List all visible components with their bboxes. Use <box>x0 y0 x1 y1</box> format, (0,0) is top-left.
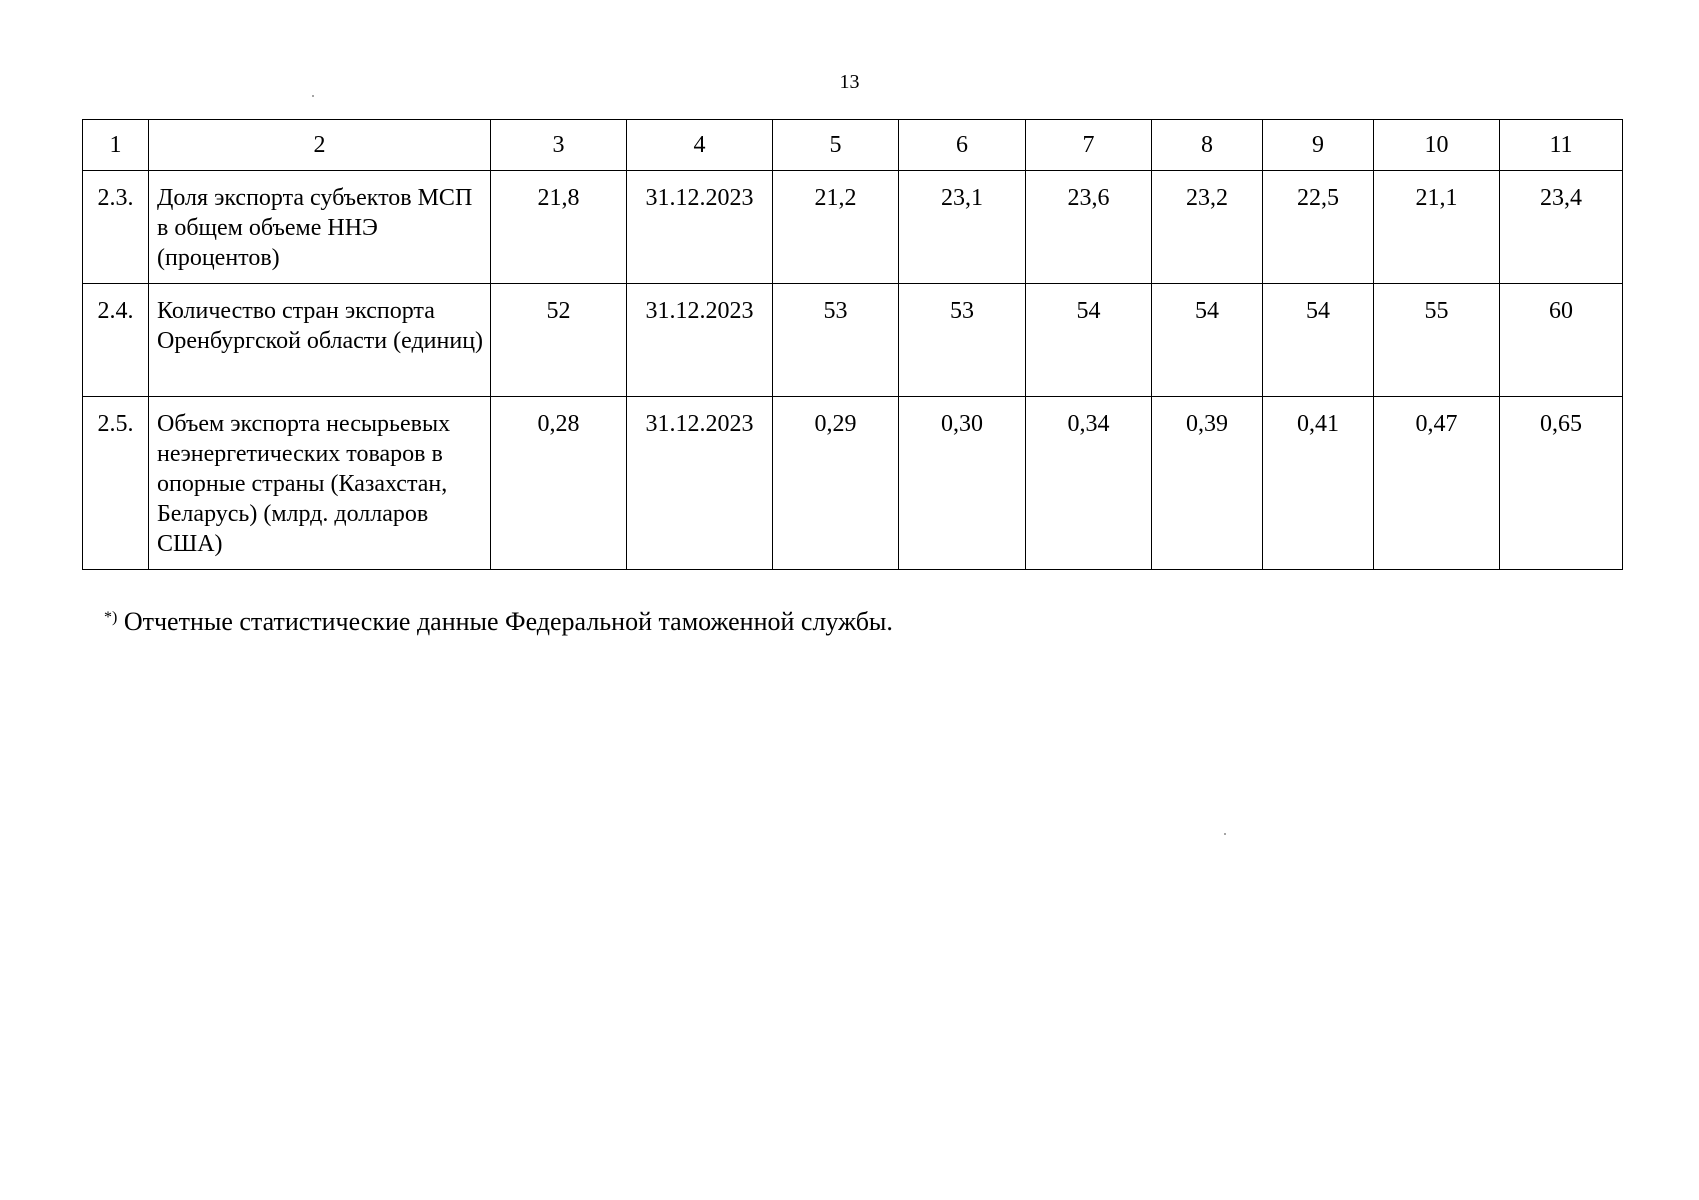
table-cell: 60 <box>1500 284 1623 397</box>
table-row <box>83 284 1623 397</box>
table-cell: 31.12.2023 <box>627 171 773 284</box>
column-header: 7 <box>1026 120 1152 171</box>
row-number: 2.5. <box>83 397 149 570</box>
column-header: 2 <box>149 120 491 171</box>
table-cell: 21,2 <box>773 171 899 284</box>
column-header: 3 <box>491 120 627 171</box>
table-cell: 0,29 <box>773 397 899 570</box>
column-header: 6 <box>899 120 1026 171</box>
footnote <box>104 606 893 638</box>
column-header: 10 <box>1374 120 1500 171</box>
table-cell: 21,1 <box>1374 171 1500 284</box>
column-header: 8 <box>1152 120 1263 171</box>
table-cell: 54 <box>1026 284 1152 397</box>
table-cell: 55 <box>1374 284 1500 397</box>
scan-speck <box>1224 833 1226 835</box>
table-cell: 0,34 <box>1026 397 1152 570</box>
scan-speck <box>312 95 314 97</box>
table-cell: 21,8 <box>491 171 627 284</box>
table-header-row <box>83 120 1623 171</box>
indicator-name: Доля экспорта субъектов МСП в общем объеме ННЭ (процентов) <box>149 171 491 284</box>
table-cell: 23,6 <box>1026 171 1152 284</box>
column-header: 9 <box>1263 120 1374 171</box>
table-cell: 0,28 <box>491 397 627 570</box>
footnote-marker: *) <box>104 609 118 626</box>
table-row <box>83 397 1623 570</box>
table-cell: 0,39 <box>1152 397 1263 570</box>
table-cell: 0,41 <box>1263 397 1374 570</box>
table-cell: 23,4 <box>1500 171 1623 284</box>
table-cell: 53 <box>773 284 899 397</box>
row-number: 2.4. <box>83 284 149 397</box>
table-cell: 0,65 <box>1500 397 1623 570</box>
indicator-name: Объем экспорта несырьевых неэнергетических товаров в опорные страны (Казахстан, Беларусь) (млрд. долларов США) <box>149 397 491 570</box>
table-cell: 54 <box>1152 284 1263 397</box>
table-row <box>83 171 1623 284</box>
footnote-text: Отчетные статистические данные Федеральной таможенной службы. <box>117 607 893 636</box>
table-cell: 52 <box>491 284 627 397</box>
table-cell: 0,30 <box>899 397 1026 570</box>
table-cell: 31.12.2023 <box>627 284 773 397</box>
table-cell: 0,47 <box>1374 397 1500 570</box>
table-cell: 23,1 <box>899 171 1026 284</box>
row-number: 2.3. <box>83 171 149 284</box>
indicators-table <box>82 119 1623 570</box>
indicator-name: Количество стран экспорта Оренбургской области (единиц) <box>149 284 491 397</box>
table-cell: 23,2 <box>1152 171 1263 284</box>
table-cell: 31.12.2023 <box>627 397 773 570</box>
column-header: 4 <box>627 120 773 171</box>
column-header: 11 <box>1500 120 1623 171</box>
table-cell: 22,5 <box>1263 171 1374 284</box>
table-cell: 53 <box>899 284 1026 397</box>
column-header: 5 <box>773 120 899 171</box>
column-header: 1 <box>83 120 149 171</box>
page-number: 13 <box>839 71 860 93</box>
table-cell: 54 <box>1263 284 1374 397</box>
